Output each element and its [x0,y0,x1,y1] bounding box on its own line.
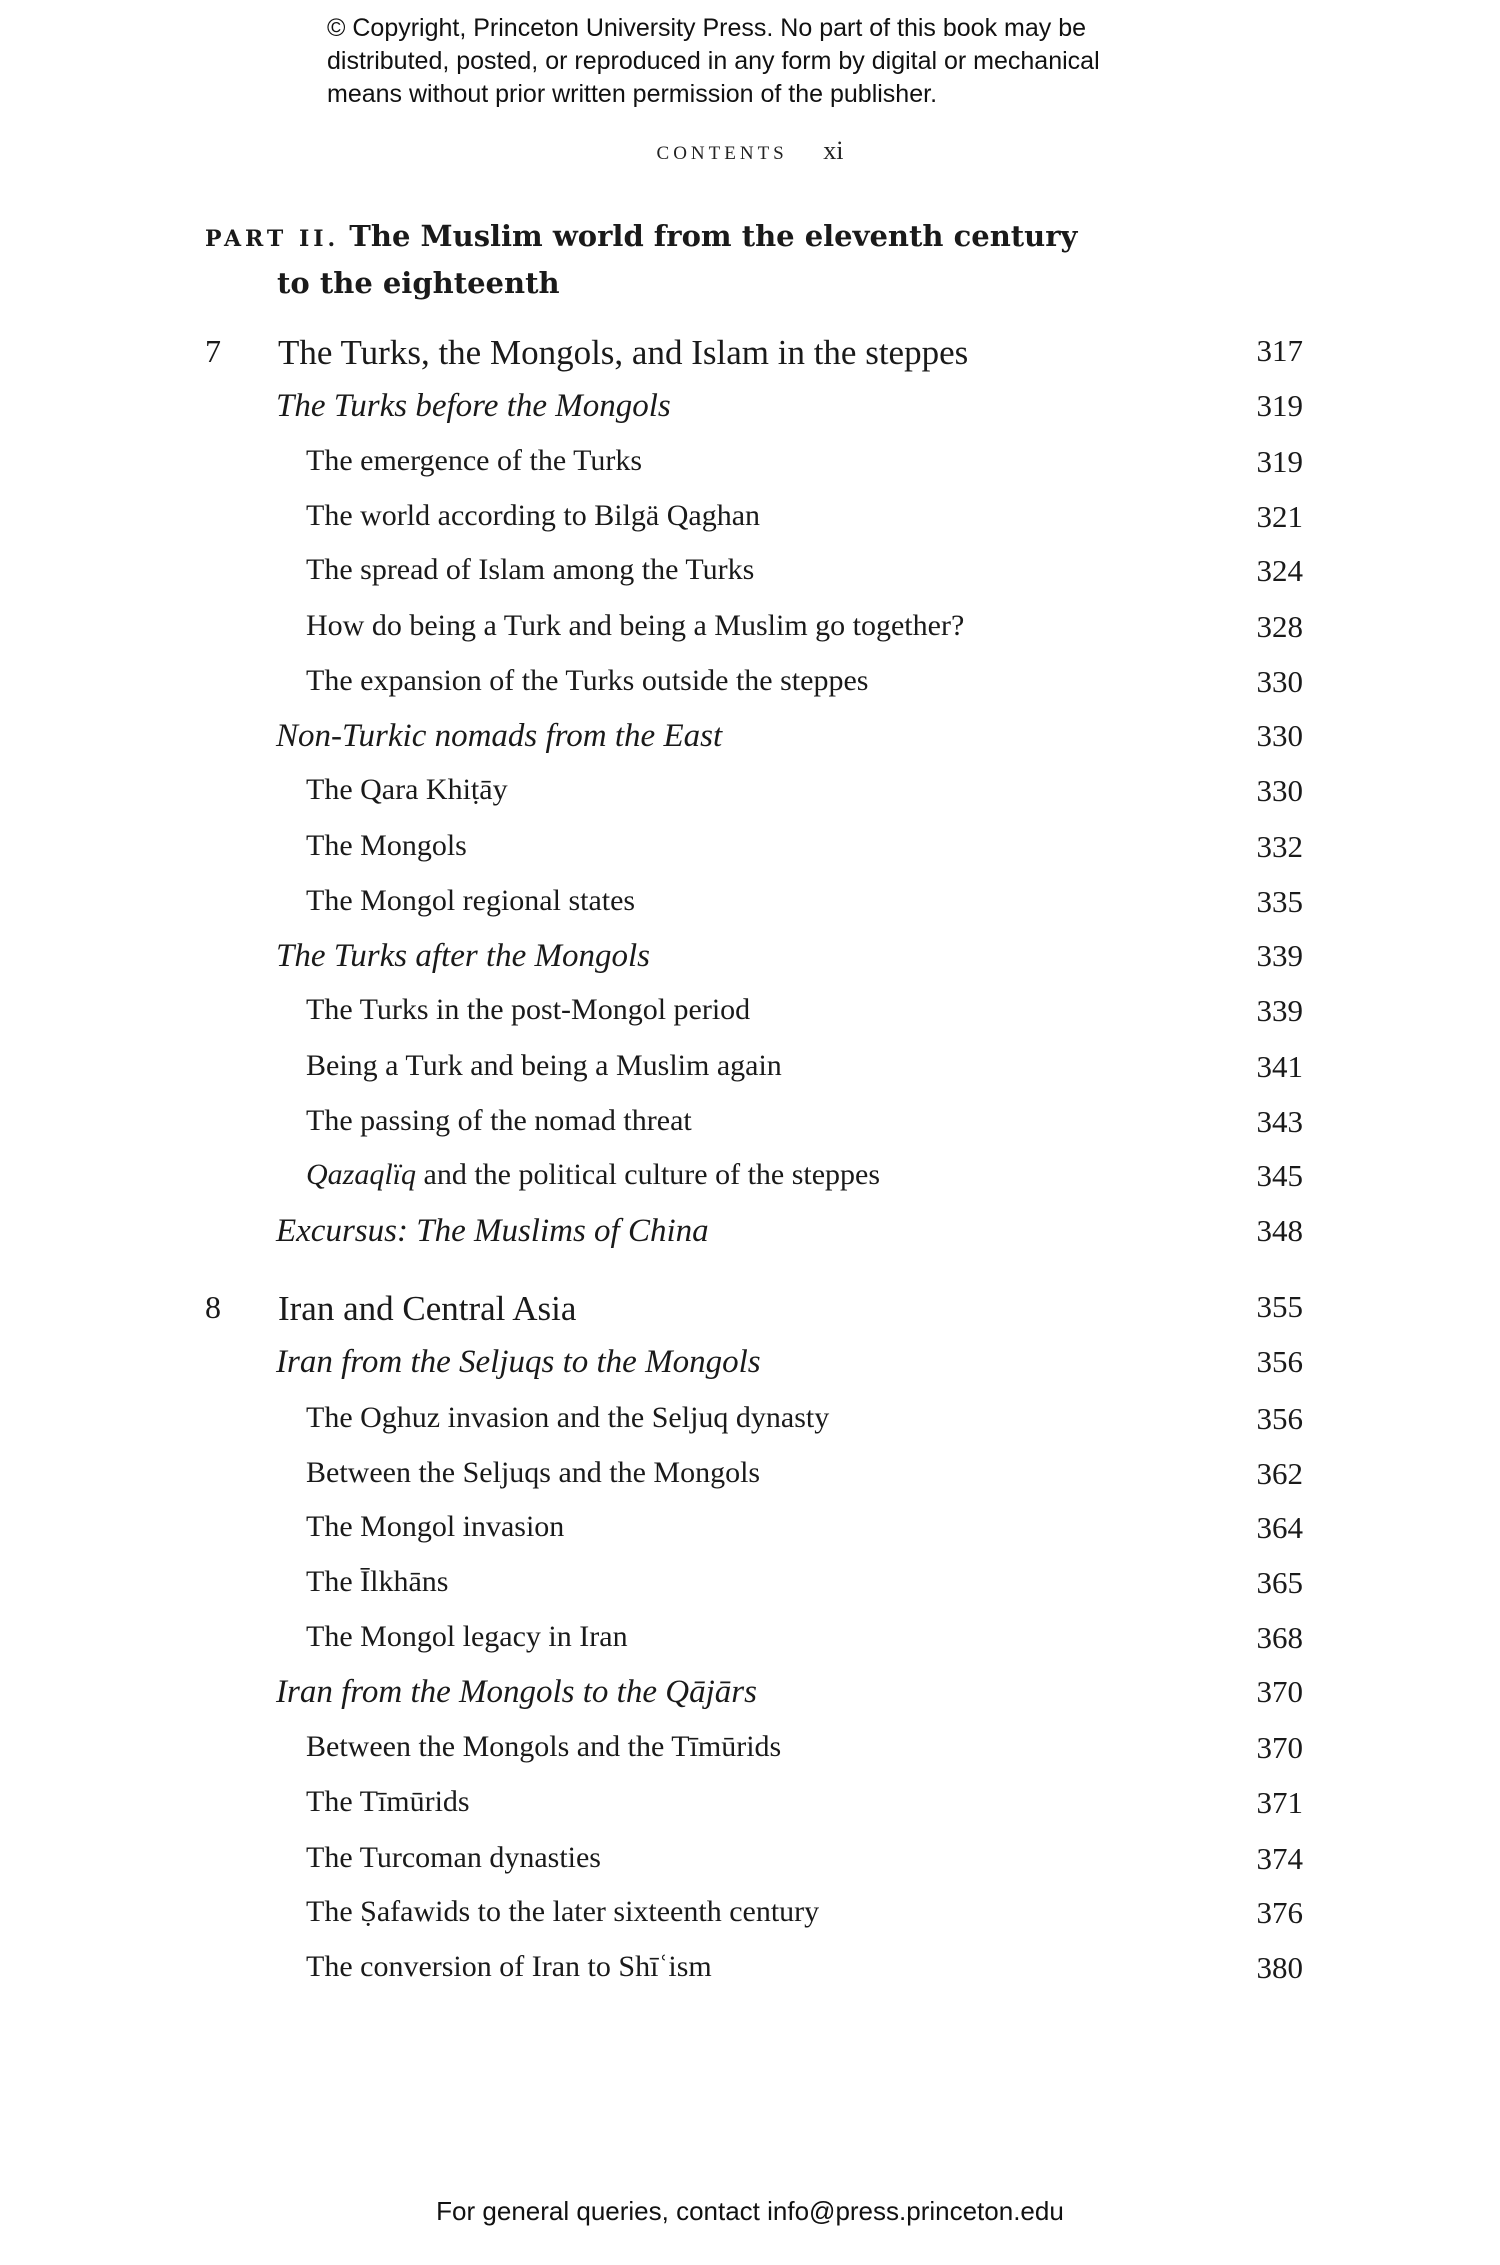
toc-subsection [0,499,1500,551]
toc-subsection [0,553,1500,605]
entry-page-number: 324 [1256,553,1303,588]
toc-subsection [0,1158,1500,1210]
entry-title: The Turks before the Mongols [276,388,671,424]
entry-page-number: 339 [1256,938,1303,973]
entry-title: The Mongols [306,829,467,862]
entry-page-number: 364 [1256,1510,1303,1545]
toc-subsection [0,1565,1500,1617]
entry-title: The Mongol legacy in Iran [306,1620,628,1653]
entry-page-number: 341 [1256,1049,1303,1084]
toc-subsection [0,664,1500,716]
toc-subsection [0,1950,1500,2002]
entry-page-number: 330 [1256,664,1303,699]
entry-title: Between the Mongols and the Tīmūrids [306,1730,782,1763]
copyright-line: © Copyright, Princeton University Press. No part of this book may be [327,14,1087,42]
entry-page-number: 376 [1256,1895,1303,1930]
toc-subsection [0,1841,1500,1893]
toc-subsection [0,1620,1500,1672]
part-title-continued: to the eighteenth [277,266,560,300]
entry-title: The Turcoman dynasties [306,1841,601,1874]
entry-title: Excursus: The Muslims of China [276,1213,709,1249]
entry-page-number: 335 [1256,884,1303,919]
toc-section [0,1344,1500,1396]
entry-page-number: 380 [1256,1950,1303,1985]
running-head-label: CONTENTS [656,143,788,164]
toc-section [0,388,1500,440]
entry-title: The Mongol regional states [306,884,636,917]
footer-contact: For general queries, contact info@press.princeton.edu [436,2196,1064,2226]
entry-title: The Oghuz invasion and the Seljuq dynasty [306,1401,830,1434]
entry-title: The world according to Bilgä Qaghan [306,499,761,532]
entry-title: The Īlkhāns [306,1565,449,1598]
running-head [0,136,1500,166]
toc-subsection [0,1456,1500,1508]
toc-subsection [0,829,1500,881]
toc-subsection [0,1895,1500,1947]
toc-section [0,718,1500,770]
entry-page-number: 343 [1256,1104,1303,1139]
entry-title: The spread of Islam among the Turks [306,553,755,586]
toc-subsection [0,1730,1500,1782]
entry-page-number: 355 [1256,1289,1303,1324]
entry-title: The expansion of the Turks outside the steppes [306,664,869,697]
entry-title: The Turks in the post-Mongol period [306,993,751,1026]
entry-page-number: 345 [1256,1158,1303,1193]
toc-section [0,1213,1500,1265]
entry-page-number: 371 [1256,1785,1303,1820]
entry-title-italic: Qazaqlïq [306,1158,417,1191]
entry-page-number: 339 [1256,993,1303,1028]
chapter-number: 8 [205,1289,221,1325]
chapter-number: 7 [205,333,221,369]
entry-page-number: 328 [1256,609,1303,644]
entry-page-number: 356 [1256,1401,1303,1436]
entry-page-number: 365 [1256,1565,1303,1600]
toc-subsection [0,1785,1500,1837]
entry-title: The emergence of the Turks [306,444,643,477]
copyright-line: distributed, posted, or reproduced in any form by digital or mechanical [327,47,1100,75]
toc-subsection [0,993,1500,1045]
part-label: PART II. [205,226,340,252]
entry-page-number: 319 [1256,444,1303,479]
page-number: xi [823,136,844,165]
toc-subsection [0,609,1500,661]
entry-title: The Qara Khiṭāy [306,773,508,806]
toc-subsection [0,1049,1500,1101]
entry-page-number: 330 [1256,718,1303,753]
entry-title: Between the Seljuqs and the Mongols [306,1456,761,1489]
toc-subsection [0,444,1500,496]
entry-page-number: 348 [1256,1213,1303,1248]
toc-subsection [0,884,1500,936]
entry-title: Being a Turk and being a Muslim again [306,1049,782,1082]
copyright-line: means without prior written permission of the publisher. [327,80,938,108]
entry-title: The passing of the nomad threat [306,1104,692,1137]
toc-subsection [0,1401,1500,1453]
entry-page-number: 368 [1256,1620,1303,1655]
entry-page-number: 330 [1256,773,1303,808]
entry-page-number: 370 [1256,1674,1303,1709]
entry-title: Non-Turkic nomads from the East [276,718,723,754]
toc-subsection [0,773,1500,825]
part-title: The Muslim world from the eleventh century [349,219,1078,253]
toc-section [0,938,1500,990]
entry-title: The Turks, the Mongols, and Islam in the steppes [278,333,969,372]
entry-title [306,1158,880,1192]
entry-title: Iran and Central Asia [278,1289,577,1328]
entry-page-number: 356 [1256,1344,1303,1379]
entry-page-number: 362 [1256,1456,1303,1491]
entry-page-number: 317 [1256,333,1303,368]
entry-title: The Turks after the Mongols [276,938,651,974]
entry-title: The conversion of Iran to Shīʿism [306,1950,712,1983]
entry-page-number: 332 [1256,829,1303,864]
entry-page-number: 319 [1256,388,1303,423]
entry-title: How do being a Turk and being a Muslim go together? [306,609,965,642]
entry-title-rest: and the political culture of the steppes [416,1158,881,1191]
entry-title: Iran from the Mongols to the Qājārs [276,1674,757,1710]
entry-title: Iran from the Seljuqs to the Mongols [276,1344,761,1380]
toc-subsection [0,1510,1500,1562]
entry-page-number: 370 [1256,1730,1303,1765]
toc-subsection [0,1104,1500,1156]
toc-chapter [0,1289,1500,1341]
entry-page-number: 321 [1256,499,1303,534]
entry-page-number: 374 [1256,1841,1303,1876]
entry-title: The Mongol invasion [306,1510,565,1543]
toc-chapter [0,333,1500,385]
entry-title: The Tīmūrids [306,1785,470,1818]
toc-section [0,1674,1500,1726]
entry-title: The Ṣafawids to the later sixteenth century [306,1895,820,1928]
part-heading [205,214,1077,305]
copyright-notice [327,12,1227,111]
